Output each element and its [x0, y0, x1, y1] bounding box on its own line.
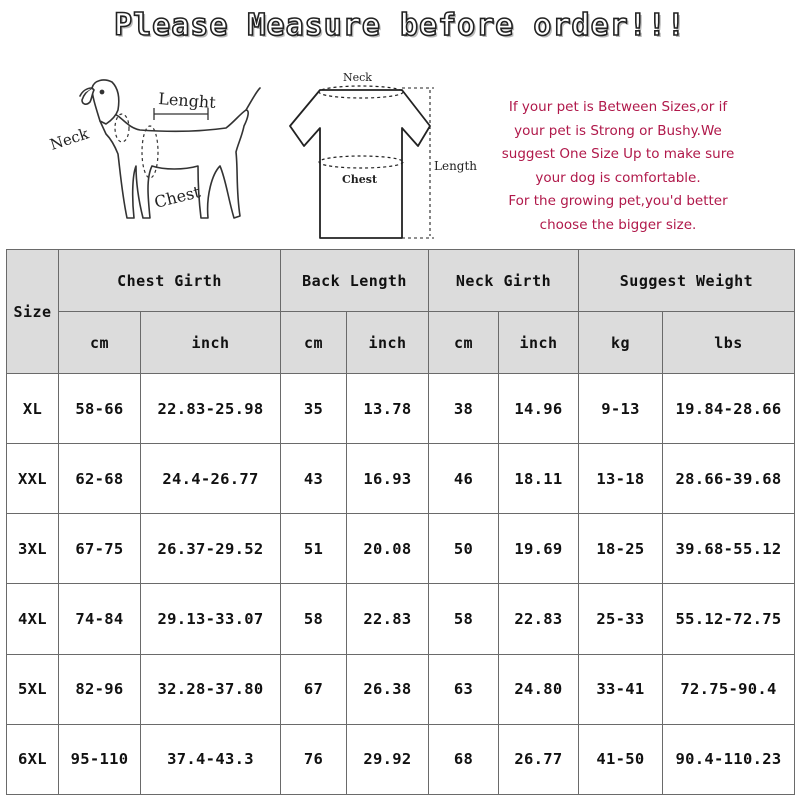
table-cell: 74-84	[59, 584, 141, 654]
table-cell: 55.12-72.75	[663, 584, 795, 654]
table-cell: 35	[281, 374, 347, 444]
table-cell: 18-25	[579, 514, 663, 584]
size-chart-table	[6, 249, 795, 795]
table-cell: 26.38	[347, 654, 429, 724]
table-cell: 90.4-110.23	[663, 724, 795, 794]
dog-neck-label: Neck	[48, 124, 91, 154]
shirt-neck-label: Neck	[343, 71, 372, 84]
table-cell: 32.28-37.80	[141, 654, 281, 724]
table-cell: 67	[281, 654, 347, 724]
shirt-chest-label: Chest	[342, 173, 378, 186]
table-cell: 58	[281, 584, 347, 654]
table-cell: 19.84-28.66	[663, 374, 795, 444]
table-cell: 33-41	[579, 654, 663, 724]
table-cell: 22.83	[499, 584, 579, 654]
table-cell: 24.80	[499, 654, 579, 724]
table-cell: 29.92	[347, 724, 429, 794]
size-cell: 5XL	[7, 654, 59, 724]
table-cell: 82-96	[59, 654, 141, 724]
size-cell: 6XL	[7, 724, 59, 794]
table-cell: 58	[429, 584, 499, 654]
table-cell: 63	[429, 654, 499, 724]
table-cell: 50	[429, 514, 499, 584]
suggest-weight-header: Suggest Weight	[579, 250, 795, 312]
shirt-length-label: Length	[434, 159, 478, 173]
unit-header: kg	[579, 312, 663, 374]
back-length-header: Back Length	[281, 250, 429, 312]
table-cell: 43	[281, 444, 347, 514]
table-cell: 26.77	[499, 724, 579, 794]
table-cell: 67-75	[59, 514, 141, 584]
table-row	[7, 514, 795, 584]
table-cell: 46	[429, 444, 499, 514]
unit-header: cm	[59, 312, 141, 374]
table-row	[7, 584, 795, 654]
unit-header: lbs	[663, 312, 795, 374]
note-line: your dog is comfortable.	[535, 169, 701, 186]
table-cell: 14.96	[499, 374, 579, 444]
table-row	[7, 444, 795, 514]
table-cell: 19.69	[499, 514, 579, 584]
size-cell: 4XL	[7, 584, 59, 654]
shirt-illustration	[280, 66, 480, 244]
table-cell: 9-13	[579, 374, 663, 444]
neck-girth-header: Neck Girth	[429, 250, 579, 312]
table-cell: 72.75-90.4	[663, 654, 795, 724]
table-cell: 68	[429, 724, 499, 794]
page-title: Please Measure before order!!!	[114, 8, 686, 43]
table-cell: 20.08	[347, 514, 429, 584]
unit-header: cm	[281, 312, 347, 374]
table-row	[7, 374, 795, 444]
table-row	[7, 724, 795, 794]
table-cell: 28.66-39.68	[663, 444, 795, 514]
table-cell: 51	[281, 514, 347, 584]
note-line: choose the bigger size.	[539, 216, 697, 233]
unit-header: inch	[141, 312, 281, 374]
table-cell: 58-66	[59, 374, 141, 444]
note-line: If your pet is Between Sizes,or if	[508, 99, 728, 115]
table-cell: 37.4-43.3	[141, 724, 281, 794]
table-row	[7, 654, 795, 724]
table-cell: 76	[281, 724, 347, 794]
chest-girth-header: Chest Girth	[59, 250, 281, 312]
table-cell: 62-68	[59, 444, 141, 514]
table-cell: 18.11	[499, 444, 579, 514]
table-cell: 39.68-55.12	[663, 514, 795, 584]
table-cell: 16.93	[347, 444, 429, 514]
size-cell: 3XL	[7, 514, 59, 584]
table-cell: 22.83-25.98	[141, 374, 281, 444]
table-cell: 26.37-29.52	[141, 514, 281, 584]
size-cell: XL	[7, 374, 59, 444]
size-header: Size	[7, 250, 59, 374]
unit-header: cm	[429, 312, 499, 374]
table-cell: 29.13-33.07	[141, 584, 281, 654]
table-cell: 41-50	[579, 724, 663, 794]
unit-header: inch	[499, 312, 579, 374]
table-cell: 13.78	[347, 374, 429, 444]
note-line: For the growing pet,you'd better	[508, 193, 728, 209]
table-cell: 22.83	[347, 584, 429, 654]
table-cell: 13-18	[579, 444, 663, 514]
unit-header: inch	[347, 312, 429, 374]
table-cell: 24.4-26.77	[141, 444, 281, 514]
table-cell: 38	[429, 374, 499, 444]
size-cell: XXL	[7, 444, 59, 514]
table-cell: 95-110	[59, 724, 141, 794]
size-advice-note	[488, 96, 748, 237]
dog-length-label: Lenght	[157, 89, 217, 112]
note-line: suggest One Size Up to make sure	[501, 146, 735, 162]
dog-chest-label: Chest	[152, 182, 203, 212]
table-cell: 25-33	[579, 584, 663, 654]
dog-illustration	[48, 66, 273, 244]
note-line: your pet is Strong or Bushy.We	[514, 122, 722, 139]
